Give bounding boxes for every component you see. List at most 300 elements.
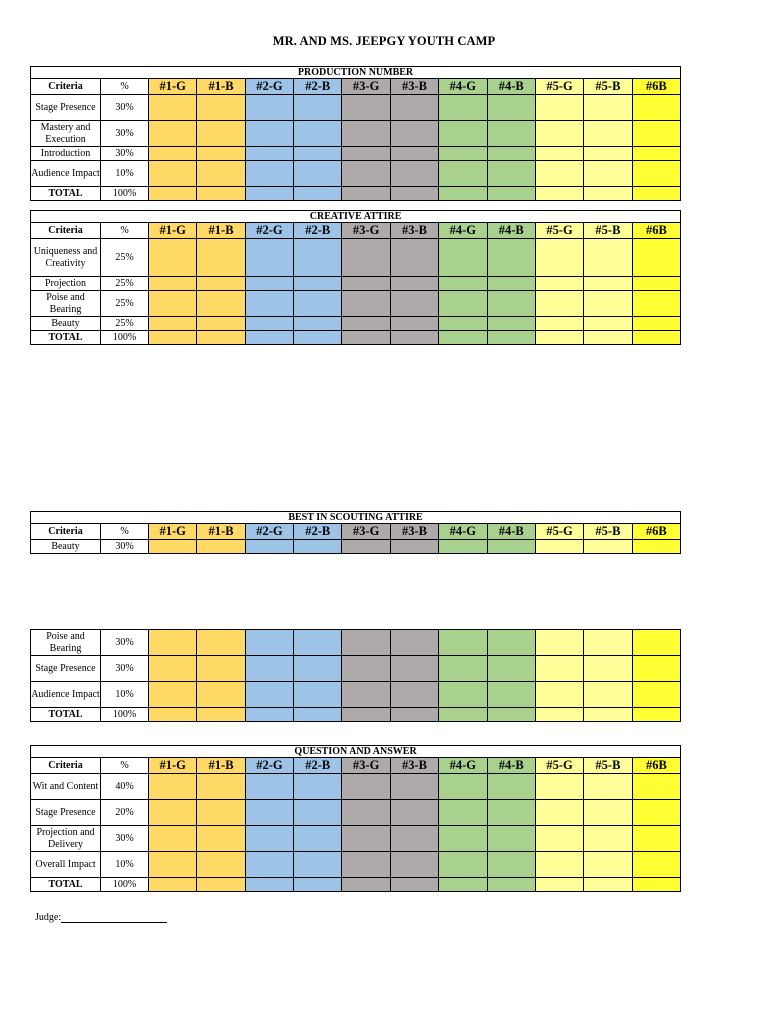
score-cell-5-g[interactable] xyxy=(535,826,583,852)
score-cell-4-b[interactable] xyxy=(487,630,535,656)
contestant-header-1-b: #1-B xyxy=(197,524,245,540)
score-cell-3-b[interactable] xyxy=(390,161,438,187)
criteria-weight: 100% xyxy=(101,331,149,345)
score-cell-1-b[interactable] xyxy=(197,708,245,722)
section-title: CREATIVE ATTIRE xyxy=(31,211,681,223)
criteria-weight: 100% xyxy=(101,878,149,892)
score-cell-2-g[interactable] xyxy=(245,161,293,187)
score-cell-4-b[interactable] xyxy=(487,277,535,291)
score-cell-4-g[interactable] xyxy=(439,826,487,852)
score-cell-6b[interactable] xyxy=(632,187,680,201)
score-cell-1-g[interactable] xyxy=(149,121,197,147)
score-cell-4-g[interactable] xyxy=(439,187,487,201)
contestant-header-1-b: #1-B xyxy=(197,79,245,95)
score-cell-3-b[interactable] xyxy=(390,774,438,800)
score-cell-2-g[interactable] xyxy=(245,121,293,147)
score-cell-1-b[interactable] xyxy=(197,95,245,121)
score-cell-4-b[interactable] xyxy=(487,317,535,331)
score-cell-4-g[interactable] xyxy=(439,852,487,878)
score-cell-3-g[interactable] xyxy=(342,630,390,656)
score-cell-1-b[interactable] xyxy=(197,878,245,892)
score-cell-4-b[interactable] xyxy=(487,239,535,277)
score-cell-4-g[interactable] xyxy=(439,331,487,345)
score-cell-6b[interactable] xyxy=(632,317,681,331)
score-cell-3-b[interactable] xyxy=(390,239,438,277)
score-cell-3-g[interactable] xyxy=(342,277,390,291)
criteria-label: Audience Impact xyxy=(31,682,101,708)
score-cell-4-g[interactable] xyxy=(439,317,487,331)
score-cell-6b[interactable] xyxy=(632,121,680,147)
score-cell-2-g[interactable] xyxy=(245,147,293,161)
score-cell-4-b[interactable] xyxy=(487,147,535,161)
score-cell-5-b[interactable] xyxy=(584,277,632,291)
contestant-header-3-g: #3-G xyxy=(342,223,390,239)
score-cell-1-g[interactable] xyxy=(149,708,197,722)
criteria-label: Uniqueness and Creativity xyxy=(31,239,101,277)
contestant-header-2-g: #2-G xyxy=(245,79,293,95)
score-cell-2-g[interactable] xyxy=(245,774,293,800)
score-cell-5-b[interactable] xyxy=(584,682,632,708)
score-cell-3-b[interactable] xyxy=(390,708,438,722)
contestant-header-6b: #6B xyxy=(632,524,680,540)
score-cell-5-g[interactable] xyxy=(535,540,583,554)
score-cell-1-g[interactable] xyxy=(149,774,197,800)
score-cell-4-g[interactable] xyxy=(439,291,487,317)
score-cell-3-g[interactable] xyxy=(342,656,390,682)
score-cell-5-g[interactable] xyxy=(535,774,583,800)
criteria-label: Introduction xyxy=(31,147,101,161)
scouting-attire-table xyxy=(30,511,681,554)
criteria-weight: 10% xyxy=(101,852,149,878)
criteria-row-beauty xyxy=(31,317,681,331)
score-cell-2-b[interactable] xyxy=(294,630,342,656)
score-cell-4-g[interactable] xyxy=(439,774,487,800)
score-cell-5-g[interactable] xyxy=(535,121,583,147)
score-cell-5-g[interactable] xyxy=(535,187,583,201)
criteria-row-overall-impact xyxy=(31,852,681,878)
score-cell-5-b[interactable] xyxy=(584,331,632,345)
score-cell-3-b[interactable] xyxy=(390,878,438,892)
contestant-header-6b: #6B xyxy=(632,79,680,95)
score-cell-3-g[interactable] xyxy=(342,239,390,277)
score-cell-1-b[interactable] xyxy=(197,852,245,878)
contestant-header-2-b: #2-B xyxy=(294,524,342,540)
criteria-label: TOTAL xyxy=(31,187,101,201)
score-cell-2-g[interactable] xyxy=(245,800,293,826)
production-number-table xyxy=(30,66,681,201)
score-cell-3-g[interactable] xyxy=(342,317,390,331)
criteria-header: Criteria xyxy=(31,223,101,239)
score-cell-1-g[interactable] xyxy=(149,331,197,345)
score-cell-6b[interactable] xyxy=(632,852,681,878)
score-cell-3-g[interactable] xyxy=(342,187,390,201)
score-cell-6b[interactable] xyxy=(632,147,680,161)
score-cell-5-g[interactable] xyxy=(535,317,583,331)
contestant-header-6b: #6B xyxy=(632,223,681,239)
score-cell-4-g[interactable] xyxy=(439,656,487,682)
criteria-label: TOTAL xyxy=(31,331,101,345)
score-cell-1-g[interactable] xyxy=(149,239,197,277)
score-cell-4-g[interactable] xyxy=(439,708,487,722)
score-cell-4-g[interactable] xyxy=(439,630,487,656)
judge-signature-line[interactable] xyxy=(61,912,167,923)
score-cell-6b[interactable] xyxy=(632,291,681,317)
score-cell-5-g[interactable] xyxy=(535,800,583,826)
score-cell-1-b[interactable] xyxy=(197,239,245,277)
score-cell-3-b[interactable] xyxy=(390,187,438,201)
score-cell-5-b[interactable] xyxy=(584,121,632,147)
contestant-header-5-b: #5-B xyxy=(584,758,632,774)
score-cell-5-b[interactable] xyxy=(584,826,632,852)
score-cell-4-b[interactable] xyxy=(487,682,535,708)
score-cell-2-g[interactable] xyxy=(245,852,293,878)
score-cell-1-b[interactable] xyxy=(197,656,245,682)
score-cell-5-b[interactable] xyxy=(584,708,632,722)
judge-label: Judge: xyxy=(35,912,62,923)
contestant-header-1-g: #1-G xyxy=(149,223,197,239)
score-cell-2-b[interactable] xyxy=(294,331,342,345)
contestant-header-3-g: #3-G xyxy=(342,758,390,774)
score-cell-2-b[interactable] xyxy=(294,852,342,878)
score-cell-3-b[interactable] xyxy=(390,317,438,331)
score-cell-2-g[interactable] xyxy=(245,317,293,331)
score-cell-4-b[interactable] xyxy=(487,826,535,852)
score-cell-1-g[interactable] xyxy=(149,317,197,331)
score-cell-2-g[interactable] xyxy=(245,239,293,277)
criteria-row-mastery-and-execution xyxy=(31,121,681,147)
score-cell-2-g[interactable] xyxy=(245,187,293,201)
score-cell-3-g[interactable] xyxy=(342,774,390,800)
score-cell-2-g[interactable] xyxy=(245,656,293,682)
score-cell-1-g[interactable] xyxy=(149,95,197,121)
score-cell-5-g[interactable] xyxy=(535,239,583,277)
score-cell-4-b[interactable] xyxy=(487,852,535,878)
criteria-weight: 10% xyxy=(101,682,149,708)
score-cell-3-g[interactable] xyxy=(342,331,390,345)
score-cell-1-b[interactable] xyxy=(197,187,245,201)
score-cell-2-g[interactable] xyxy=(245,277,293,291)
score-cell-5-g[interactable] xyxy=(535,630,583,656)
criteria-weight: 20% xyxy=(101,800,149,826)
criteria-weight: 30% xyxy=(101,147,149,161)
score-cell-2-g[interactable] xyxy=(245,826,293,852)
score-cell-1-g[interactable] xyxy=(149,852,197,878)
score-cell-4-b[interactable] xyxy=(487,121,535,147)
score-cell-5-b[interactable] xyxy=(584,540,632,554)
score-cell-1-g[interactable] xyxy=(149,878,197,892)
score-cell-1-b[interactable] xyxy=(197,161,245,187)
criteria-label: Beauty xyxy=(31,317,101,331)
score-cell-3-b[interactable] xyxy=(390,121,438,147)
score-cell-4-g[interactable] xyxy=(439,95,487,121)
score-cell-6b[interactable] xyxy=(632,95,680,121)
criteria-row-stage-presence xyxy=(31,95,681,121)
criteria-row-total xyxy=(31,708,681,722)
score-cell-2-b[interactable] xyxy=(294,187,342,201)
score-cell-6b[interactable] xyxy=(632,878,681,892)
criteria-label: Stage Presence xyxy=(31,800,101,826)
score-cell-1-g[interactable] xyxy=(149,826,197,852)
criteria-row-total xyxy=(31,331,681,345)
contestant-header-4-b: #4-B xyxy=(487,758,535,774)
score-cell-5-b[interactable] xyxy=(584,161,632,187)
criteria-label: Overall Impact xyxy=(31,852,101,878)
score-cell-5-b[interactable] xyxy=(584,774,632,800)
score-cell-6b[interactable] xyxy=(632,656,680,682)
score-cell-2-b[interactable] xyxy=(294,277,342,291)
score-cell-5-g[interactable] xyxy=(535,682,583,708)
score-cell-5-b[interactable] xyxy=(584,95,632,121)
score-cell-1-b[interactable] xyxy=(197,630,245,656)
criteria-row-introduction xyxy=(31,147,681,161)
score-cell-2-b[interactable] xyxy=(294,878,342,892)
contestant-header-2-b: #2-B xyxy=(294,758,342,774)
contestant-header-3-b: #3-B xyxy=(390,758,438,774)
score-cell-6b[interactable] xyxy=(632,708,680,722)
score-cell-2-g[interactable] xyxy=(245,682,293,708)
contestant-header-4-g: #4-G xyxy=(439,524,487,540)
score-cell-5-g[interactable] xyxy=(535,95,583,121)
score-cell-3-g[interactable] xyxy=(342,682,390,708)
contestant-header-1-g: #1-G xyxy=(149,758,197,774)
score-cell-4-g[interactable] xyxy=(439,878,487,892)
contestant-header-5-g: #5-G xyxy=(535,79,583,95)
score-cell-6b[interactable] xyxy=(632,161,680,187)
score-cell-6b[interactable] xyxy=(632,331,681,345)
score-cell-4-b[interactable] xyxy=(487,656,535,682)
contestant-header-2-g: #2-G xyxy=(245,758,293,774)
score-cell-1-b[interactable] xyxy=(197,147,245,161)
criteria-weight: 30% xyxy=(101,121,149,147)
score-cell-3-b[interactable] xyxy=(390,291,438,317)
score-cell-5-g[interactable] xyxy=(535,291,583,317)
score-cell-1-g[interactable] xyxy=(149,630,197,656)
score-cell-4-b[interactable] xyxy=(487,774,535,800)
score-cell-5-g[interactable] xyxy=(535,331,583,345)
score-cell-5-b[interactable] xyxy=(584,239,632,277)
score-cell-4-g[interactable] xyxy=(439,540,487,554)
score-cell-3-g[interactable] xyxy=(342,291,390,317)
score-cell-3-g[interactable] xyxy=(342,161,390,187)
score-cell-2-g[interactable] xyxy=(245,878,293,892)
score-cell-4-g[interactable] xyxy=(439,161,487,187)
score-cell-4-g[interactable] xyxy=(439,121,487,147)
score-cell-3-b[interactable] xyxy=(390,656,438,682)
score-cell-6b[interactable] xyxy=(632,682,680,708)
score-cell-1-b[interactable] xyxy=(197,277,245,291)
score-cell-2-b[interactable] xyxy=(294,317,342,331)
score-cell-3-g[interactable] xyxy=(342,800,390,826)
criteria-row-stage-presence xyxy=(31,800,681,826)
score-cell-4-b[interactable] xyxy=(487,540,535,554)
contestant-header-1-g: #1-G xyxy=(149,79,197,95)
contestant-header-4-g: #4-G xyxy=(439,79,487,95)
score-cell-5-b[interactable] xyxy=(584,852,632,878)
score-cell-4-b[interactable] xyxy=(487,161,535,187)
score-cell-2-b[interactable] xyxy=(294,800,342,826)
score-cell-3-g[interactable] xyxy=(342,147,390,161)
criteria-weight: 30% xyxy=(101,630,149,656)
score-cell-2-b[interactable] xyxy=(294,147,342,161)
criteria-row-uniqueness-and-creativity xyxy=(31,239,681,277)
score-cell-2-b[interactable] xyxy=(294,239,342,277)
score-cell-6b[interactable] xyxy=(632,630,680,656)
score-cell-1-b[interactable] xyxy=(197,291,245,317)
score-cell-1-g[interactable] xyxy=(149,291,197,317)
score-cell-3-g[interactable] xyxy=(342,708,390,722)
score-cell-5-g[interactable] xyxy=(535,147,583,161)
score-cell-1-g[interactable] xyxy=(149,656,197,682)
score-cell-5-b[interactable] xyxy=(584,656,632,682)
contestant-header-5-b: #5-B xyxy=(584,223,632,239)
score-cell-5-b[interactable] xyxy=(584,317,632,331)
percent-header: % xyxy=(101,524,149,540)
score-cell-5-g[interactable] xyxy=(535,161,583,187)
score-cell-5-g[interactable] xyxy=(535,277,583,291)
score-cell-5-g[interactable] xyxy=(535,656,583,682)
score-cell-1-b[interactable] xyxy=(197,826,245,852)
score-cell-2-b[interactable] xyxy=(294,826,342,852)
score-cell-2-b[interactable] xyxy=(294,161,342,187)
score-cell-5-b[interactable] xyxy=(584,878,632,892)
contestant-header-3-b: #3-B xyxy=(390,524,438,540)
score-cell-4-b[interactable] xyxy=(487,95,535,121)
score-cell-1-b[interactable] xyxy=(197,774,245,800)
score-cell-3-g[interactable] xyxy=(342,878,390,892)
score-cell-4-g[interactable] xyxy=(439,800,487,826)
score-cell-1-b[interactable] xyxy=(197,331,245,345)
scouting-attire-continued-table xyxy=(30,629,681,722)
question-and-answer-table xyxy=(30,745,681,892)
contestant-header-2-g: #2-G xyxy=(245,223,293,239)
score-cell-2-b[interactable] xyxy=(294,708,342,722)
criteria-label: Stage Presence xyxy=(31,656,101,682)
score-cell-3-b[interactable] xyxy=(390,800,438,826)
score-cell-3-g[interactable] xyxy=(342,852,390,878)
section-title: BEST IN SCOUTING ATTIRE xyxy=(31,512,681,524)
score-cell-1-g[interactable] xyxy=(149,277,197,291)
criteria-row-poise-and-bearing xyxy=(31,630,681,656)
score-cell-1-b[interactable] xyxy=(197,317,245,331)
score-cell-3-g[interactable] xyxy=(342,826,390,852)
score-cell-3-b[interactable] xyxy=(390,826,438,852)
score-cell-5-b[interactable] xyxy=(584,800,632,826)
score-cell-5-g[interactable] xyxy=(535,878,583,892)
contestant-header-4-b: #4-B xyxy=(487,79,535,95)
criteria-header: Criteria xyxy=(31,524,101,540)
score-cell-4-b[interactable] xyxy=(487,187,535,201)
criteria-label: Beauty xyxy=(31,540,101,554)
criteria-row-wit-and-content xyxy=(31,774,681,800)
score-cell-4-b[interactable] xyxy=(487,708,535,722)
score-cell-3-b[interactable] xyxy=(390,147,438,161)
score-cell-5-b[interactable] xyxy=(584,630,632,656)
score-cell-3-g[interactable] xyxy=(342,95,390,121)
criteria-weight: 25% xyxy=(101,277,149,291)
score-cell-1-g[interactable] xyxy=(149,682,197,708)
score-cell-3-b[interactable] xyxy=(390,331,438,345)
score-cell-4-b[interactable] xyxy=(487,878,535,892)
score-cell-3-g[interactable] xyxy=(342,540,390,554)
score-cell-3-b[interactable] xyxy=(390,682,438,708)
score-cell-1-g[interactable] xyxy=(149,147,197,161)
score-cell-3-b[interactable] xyxy=(390,277,438,291)
score-cell-6b[interactable] xyxy=(632,826,681,852)
score-cell-1-b[interactable] xyxy=(197,800,245,826)
score-cell-2-g[interactable] xyxy=(245,331,293,345)
score-cell-4-b[interactable] xyxy=(487,331,535,345)
score-cell-2-b[interactable] xyxy=(294,121,342,147)
score-cell-3-b[interactable] xyxy=(390,852,438,878)
score-cell-1-b[interactable] xyxy=(197,540,245,554)
criteria-row-projection-and-delivery xyxy=(31,826,681,852)
criteria-label: Poise and Bearing xyxy=(31,630,101,656)
score-cell-4-g[interactable] xyxy=(439,147,487,161)
score-cell-1-g[interactable] xyxy=(149,800,197,826)
score-cell-2-g[interactable] xyxy=(245,540,293,554)
score-cell-3-b[interactable] xyxy=(390,95,438,121)
score-cell-3-b[interactable] xyxy=(390,540,438,554)
score-cell-4-b[interactable] xyxy=(487,800,535,826)
score-cell-5-b[interactable] xyxy=(584,291,632,317)
score-cell-1-g[interactable] xyxy=(149,161,197,187)
score-cell-6b[interactable] xyxy=(632,774,681,800)
contestant-header-3-g: #3-G xyxy=(342,524,390,540)
score-cell-1-g[interactable] xyxy=(149,540,197,554)
criteria-row-stage-presence xyxy=(31,656,681,682)
score-cell-1-b[interactable] xyxy=(197,682,245,708)
document-title: MR. AND MS. JEEPGY YOUTH CAMP xyxy=(272,34,496,48)
contestant-header-6b: #6B xyxy=(632,758,681,774)
criteria-weight: 40% xyxy=(101,774,149,800)
score-cell-5-g[interactable] xyxy=(535,852,583,878)
score-cell-2-b[interactable] xyxy=(294,682,342,708)
score-cell-2-b[interactable] xyxy=(294,656,342,682)
score-cell-2-b[interactable] xyxy=(294,774,342,800)
criteria-label: Stage Presence xyxy=(31,95,101,121)
contestant-header-5-b: #5-B xyxy=(584,524,632,540)
contestant-header-4-g: #4-G xyxy=(439,758,487,774)
criteria-row-projection xyxy=(31,277,681,291)
score-cell-4-g[interactable] xyxy=(439,239,487,277)
score-cell-2-g[interactable] xyxy=(245,95,293,121)
score-cell-6b[interactable] xyxy=(632,277,681,291)
score-cell-2-g[interactable] xyxy=(245,291,293,317)
score-cell-2-g[interactable] xyxy=(245,708,293,722)
score-cell-5-b[interactable] xyxy=(584,187,632,201)
score-cell-1-g[interactable] xyxy=(149,187,197,201)
criteria-label: Poise and Bearing xyxy=(31,291,101,317)
score-cell-2-b[interactable] xyxy=(294,540,342,554)
score-cell-5-b[interactable] xyxy=(584,147,632,161)
score-cell-2-b[interactable] xyxy=(294,291,342,317)
score-cell-3-g[interactable] xyxy=(342,121,390,147)
score-cell-3-b[interactable] xyxy=(390,630,438,656)
score-cell-6b[interactable] xyxy=(632,800,681,826)
score-cell-6b[interactable] xyxy=(632,540,680,554)
score-cell-4-b[interactable] xyxy=(487,291,535,317)
score-cell-1-b[interactable] xyxy=(197,121,245,147)
score-cell-2-g[interactable] xyxy=(245,630,293,656)
contestant-header-5-g: #5-G xyxy=(535,524,583,540)
criteria-weight: 30% xyxy=(101,826,149,852)
score-cell-4-g[interactable] xyxy=(439,277,487,291)
score-cell-6b[interactable] xyxy=(632,239,681,277)
score-cell-4-g[interactable] xyxy=(439,682,487,708)
criteria-label: Projection xyxy=(31,277,101,291)
score-cell-2-b[interactable] xyxy=(294,95,342,121)
score-cell-5-g[interactable] xyxy=(535,708,583,722)
